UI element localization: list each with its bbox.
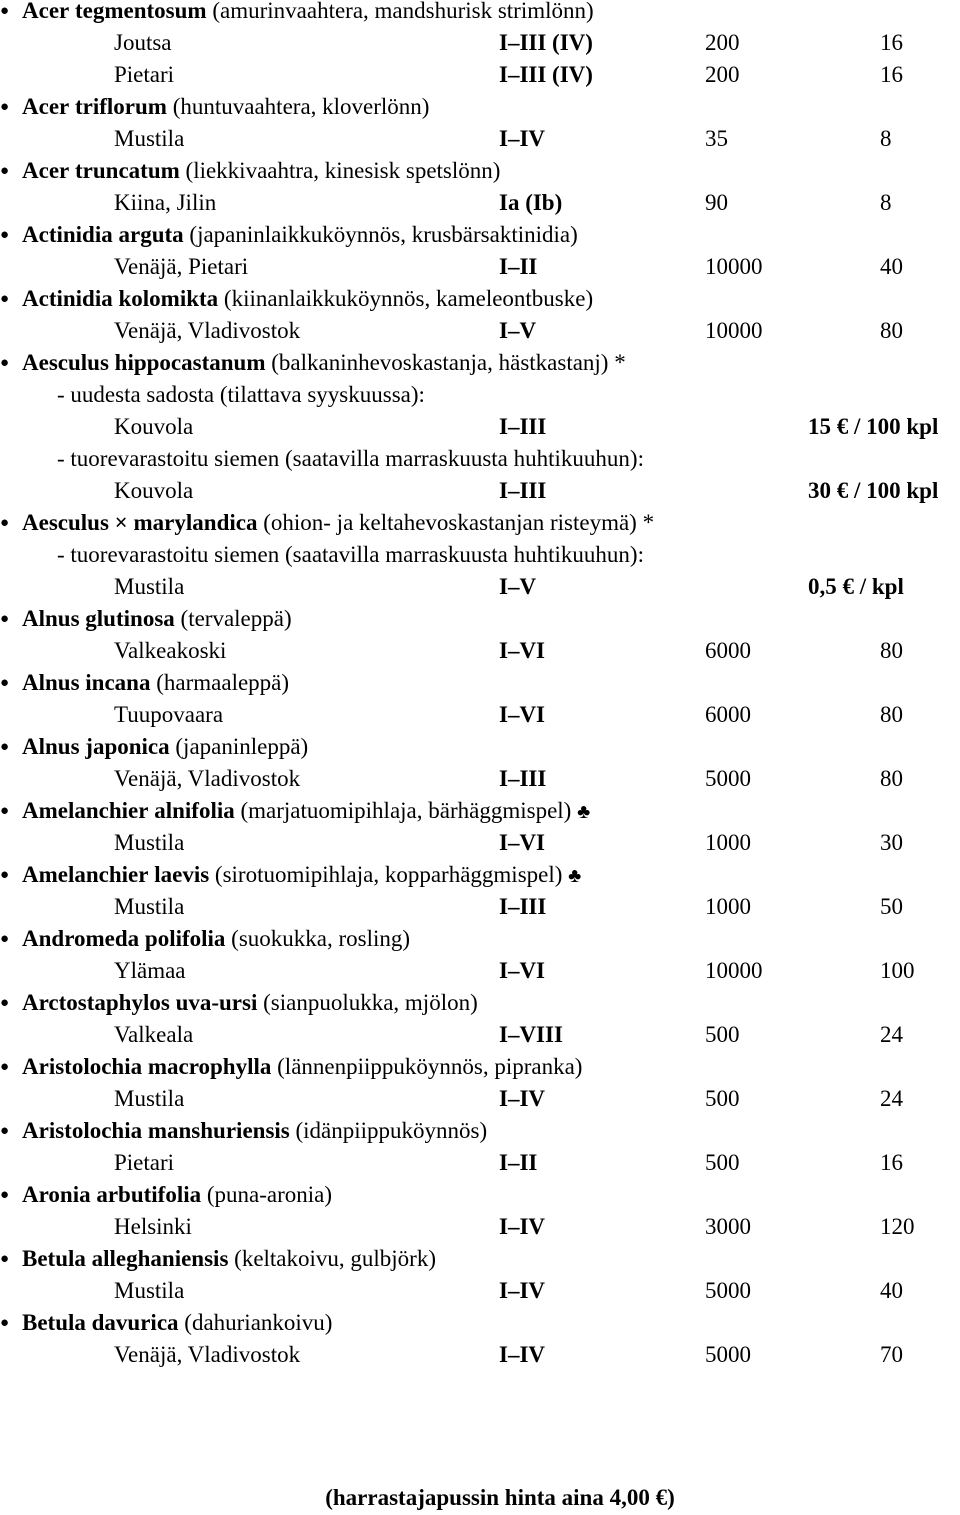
- origin-location: Mustila: [114, 574, 185, 599]
- hardiness-zone: I–V: [499, 318, 537, 343]
- species-heading: [0, 347, 960, 379]
- species-name: [22, 731, 308, 763]
- seed-count: 5000: [705, 1278, 751, 1303]
- catalog-row: [0, 59, 960, 91]
- hardiness-zone: I–IV: [499, 1086, 546, 1111]
- genus-name: Aesculus: [22, 350, 109, 375]
- seed-count: 35: [705, 126, 728, 151]
- catalog-row: [0, 251, 960, 283]
- common-names: (idänpiippuköynnös): [289, 1118, 488, 1143]
- seed-count: 500: [705, 1086, 740, 1111]
- seed-count: 10000: [705, 958, 763, 983]
- bullet-icon: ●: [0, 1059, 10, 1075]
- species-epithet: arguta: [118, 222, 184, 247]
- genus-name: Actinidia: [22, 286, 113, 311]
- species-epithet: glutinosa: [85, 606, 175, 631]
- catalog-row: [0, 1275, 960, 1307]
- common-names: (dahuriankoivu): [178, 1310, 333, 1335]
- seed-count: 6000: [705, 638, 751, 663]
- bullet-icon: ●: [0, 675, 10, 691]
- hardiness-zone: I–VI: [499, 830, 546, 855]
- common-names: (balkaninhevoskastanja, hästkastanj) *: [265, 350, 626, 375]
- hardiness-zone: I–II: [499, 1150, 538, 1175]
- species-name: [22, 0, 594, 27]
- species-heading: [0, 1179, 960, 1211]
- origin-location: Kiina, Jilin: [114, 190, 217, 215]
- origin-location: Mustila: [114, 1086, 185, 1111]
- common-names: (sirotuomipihlaja, kopparhäggmispel): [209, 862, 569, 887]
- catalog-row: [0, 411, 960, 443]
- unit-price: 0,5 € / kpl: [808, 574, 904, 599]
- species-heading: [0, 667, 960, 699]
- species-heading: [0, 795, 960, 827]
- bullet-icon: ●: [0, 3, 10, 19]
- seed-count: 500: [705, 1150, 740, 1175]
- species-epithet: polifolia: [144, 926, 226, 951]
- common-names: (amurinvaahtera, mandshurisk strimlönn): [206, 0, 594, 23]
- catalog-row: [0, 891, 960, 923]
- common-names: (liekkivaahtra, kinesisk spetslönn): [179, 158, 501, 183]
- species-heading: [0, 1115, 960, 1147]
- seed-count: 10000: [705, 318, 763, 343]
- price-value: 8: [880, 190, 892, 215]
- genus-name: Acer: [22, 0, 70, 23]
- species-epithet: davurica: [91, 1310, 179, 1335]
- seed-count: 1000: [705, 894, 751, 919]
- hardiness-zone: I–III (IV): [499, 30, 593, 55]
- catalog-row: [0, 123, 960, 155]
- species-epithet: alnifolia: [154, 798, 235, 823]
- species-name: [22, 987, 478, 1019]
- species-epithet: truncatum: [75, 158, 180, 183]
- hardiness-zone: I–IV: [499, 1342, 546, 1367]
- hardiness-zone: I–III: [499, 894, 547, 919]
- hardiness-zone: I–VI: [499, 958, 546, 983]
- species-epithet: japonica: [85, 734, 170, 759]
- price-value: 80: [880, 766, 903, 791]
- price-value: 100: [880, 958, 915, 983]
- genus-name: Amelanchier: [22, 798, 149, 823]
- common-names: (japaninleppä): [169, 734, 309, 759]
- genus-name: Aesculus: [22, 510, 109, 535]
- species-heading: [0, 1051, 960, 1083]
- species-epithet: arbutifolia: [96, 1182, 202, 1207]
- genus-name: Acer: [22, 158, 70, 183]
- hardiness-zone: I–VI: [499, 638, 546, 663]
- genus-name: Alnus: [22, 670, 80, 695]
- bullet-icon: ●: [0, 995, 10, 1011]
- genus-name: Acer: [22, 94, 70, 119]
- common-names: (sianpuolukka, mjölon): [257, 990, 478, 1015]
- origin-location: Ylämaa: [114, 958, 186, 983]
- hardiness-zone: I–II: [499, 254, 538, 279]
- unit-price: 30 € / 100 kpl: [808, 478, 939, 503]
- catalog-row: [0, 827, 960, 859]
- price-value: 8: [880, 126, 892, 151]
- species-heading: [0, 0, 960, 27]
- species-heading: [0, 731, 960, 763]
- origin-location: Kouvola: [114, 414, 194, 439]
- origin-location: Mustila: [114, 126, 185, 151]
- species-epithet: manshuriensis: [147, 1118, 290, 1143]
- species-heading: [0, 859, 960, 891]
- common-names: (puna-aronia): [201, 1182, 333, 1207]
- common-names: (suokukka, rosling): [225, 926, 411, 951]
- common-names: (lännenpiippuköynnös, pipranka): [271, 1054, 583, 1079]
- price-value: 80: [880, 702, 903, 727]
- species-epithet: kolomikta: [118, 286, 219, 311]
- species-heading: [0, 219, 960, 251]
- origin-location: Helsinki: [114, 1214, 192, 1239]
- genus-name: Betula: [22, 1246, 86, 1271]
- species-name: [22, 91, 429, 123]
- species-name: [22, 1179, 332, 1211]
- origin-location: Pietari: [114, 1150, 175, 1175]
- seed-count: 90: [705, 190, 728, 215]
- species-epithet: laevis: [154, 862, 210, 887]
- catalog-row: [0, 187, 960, 219]
- catalog-row: [0, 315, 960, 347]
- species-name: [22, 1051, 582, 1083]
- common-names: (ohion- ja keltahevoskastanjan risteymä) *: [257, 510, 655, 535]
- origin-location: Joutsa: [114, 30, 172, 55]
- bullet-icon: ●: [0, 611, 10, 627]
- seed-count: 6000: [705, 702, 751, 727]
- seed-note: - uudesta sadosta (tilattava syyskuussa):: [57, 382, 425, 407]
- genus-name: Alnus: [22, 734, 80, 759]
- bullet-icon: ●: [0, 291, 10, 307]
- catalog-row: [0, 27, 960, 59]
- price-value: 70: [880, 1342, 903, 1367]
- hardiness-zone: I–VIII: [499, 1022, 563, 1047]
- genus-name: Aristolochia: [22, 1054, 143, 1079]
- species-epithet: hippocastanum: [114, 350, 266, 375]
- catalog-row: [0, 475, 960, 507]
- genus-name: Arctostaphylos: [22, 990, 170, 1015]
- species-heading: [0, 1243, 960, 1275]
- seed-count: 5000: [705, 1342, 751, 1367]
- species-name: [22, 795, 590, 828]
- hardiness-zone: I–V: [499, 574, 537, 599]
- club-icon: ♣: [568, 865, 582, 887]
- bullet-icon: ●: [0, 803, 10, 819]
- common-names: (tervaleppä): [174, 606, 292, 631]
- common-names: (japaninlaikkuköynnös, krusbärsaktinidia): [183, 222, 578, 247]
- species-epithet: macrophylla: [147, 1054, 272, 1079]
- genus-name: Aristolochia: [22, 1118, 143, 1143]
- species-epithet: marylandica: [133, 510, 258, 535]
- bullet-icon: ●: [0, 931, 10, 947]
- catalog-row: [0, 1083, 960, 1115]
- price-value: 120: [880, 1214, 915, 1239]
- species-name: [22, 1243, 436, 1275]
- catalog-row: [0, 1147, 960, 1179]
- origin-location: Mustila: [114, 830, 185, 855]
- price-value: 24: [880, 1086, 903, 1111]
- price-value: 50: [880, 894, 903, 919]
- bullet-icon: ●: [0, 163, 10, 179]
- hardiness-zone: I–III (IV): [499, 62, 593, 87]
- seed-count: 200: [705, 30, 740, 55]
- common-names: (marjatuomipihlaja, bärhäggmispel): [234, 798, 578, 823]
- seed-note: - tuorevarastoitu siemen (saatavilla marraskuusta huhtikuuhun):: [57, 542, 644, 567]
- seed-count: 500: [705, 1022, 740, 1047]
- origin-location: Tuupovaara: [114, 702, 224, 727]
- price-value: 16: [880, 1150, 903, 1175]
- common-names: (kiinanlaikkuköynnös, kameleontbuske): [218, 286, 594, 311]
- species-heading: [0, 987, 960, 1019]
- hardiness-zone: I–IV: [499, 1278, 546, 1303]
- species-name: [22, 347, 626, 379]
- species-name: [22, 283, 593, 315]
- species-heading: [0, 603, 960, 635]
- seed-count: 10000: [705, 254, 763, 279]
- genus-name: Amelanchier: [22, 862, 149, 887]
- species-name: [22, 1307, 332, 1339]
- bullet-icon: ●: [0, 1187, 10, 1203]
- price-value: 80: [880, 638, 903, 663]
- catalog-row: [0, 763, 960, 795]
- species-heading: [0, 507, 960, 539]
- bullet-icon: ●: [0, 515, 10, 531]
- hardiness-zone: I–VI: [499, 702, 546, 727]
- bullet-icon: ●: [0, 1315, 10, 1331]
- species-name: [22, 859, 581, 892]
- species-heading: [0, 923, 960, 955]
- seed-count: 3000: [705, 1214, 751, 1239]
- catalog-row: [0, 955, 960, 987]
- genus-name: Andromeda: [22, 926, 140, 951]
- bullet-icon: ●: [0, 1123, 10, 1139]
- bullet-icon: ●: [0, 1251, 10, 1267]
- species-name: [22, 507, 654, 539]
- seed-count: 200: [705, 62, 740, 87]
- origin-location: Venäjä, Vladivostok: [114, 1342, 301, 1367]
- origin-location: Mustila: [114, 1278, 185, 1303]
- genus-name: Betula: [22, 1310, 86, 1335]
- species-epithet: triflorum: [75, 94, 167, 119]
- common-names: (harmaaleppä): [150, 670, 290, 695]
- catalog-row: [0, 635, 960, 667]
- catalog-row: [0, 1211, 960, 1243]
- hardiness-zone: I–III: [499, 478, 547, 503]
- origin-location: Kouvola: [114, 478, 194, 503]
- species-name: [22, 923, 410, 955]
- species-heading: [0, 1307, 960, 1339]
- seed-count: 1000: [705, 830, 751, 855]
- bullet-icon: ●: [0, 867, 10, 883]
- species-name: [22, 219, 578, 251]
- origin-location: Venäjä, Vladivostok: [114, 766, 301, 791]
- species-epithet: alleghaniensis: [91, 1246, 229, 1271]
- genus-name: Actinidia: [22, 222, 113, 247]
- species-name: [22, 603, 292, 635]
- species-epithet: uva-ursi: [175, 990, 258, 1015]
- origin-location: Venäjä, Pietari: [114, 254, 249, 279]
- species-heading: [0, 155, 960, 187]
- hardiness-zone: I–III: [499, 766, 547, 791]
- species-epithet: tegmentosum: [75, 0, 207, 23]
- catalog-row: [0, 571, 960, 603]
- origin-location: Valkeala: [114, 1022, 194, 1047]
- catalog-row: [0, 699, 960, 731]
- bullet-icon: ●: [0, 355, 10, 371]
- origin-location: Valkeakoski: [114, 638, 227, 663]
- common-names: (huntuvaahtera, kloverlönn): [166, 94, 430, 119]
- bullet-icon: ●: [0, 227, 10, 243]
- price-value: 30: [880, 830, 903, 855]
- price-value: 40: [880, 1278, 903, 1303]
- catalog-row: [0, 1019, 960, 1051]
- origin-location: Pietari: [114, 62, 175, 87]
- seed-count: 5000: [705, 766, 751, 791]
- origin-location: Venäjä, Vladivostok: [114, 318, 301, 343]
- unit-price: 15 € / 100 kpl: [808, 414, 939, 439]
- species-heading: [0, 91, 960, 123]
- price-value: 40: [880, 254, 903, 279]
- genus-name: Aronia: [22, 1182, 91, 1207]
- origin-location: Mustila: [114, 894, 185, 919]
- price-value: 80: [880, 318, 903, 343]
- species-heading: [0, 283, 960, 315]
- hardiness-zone: Ia (Ib): [499, 190, 563, 215]
- seed-note: - tuorevarastoitu siemen (saatavilla marraskuusta huhtikuuhun):: [57, 446, 644, 471]
- price-value: 16: [880, 30, 903, 55]
- packet-price-footer: (harrastajapussin hinta aina 4,00 €): [325, 1485, 675, 1510]
- genus-name: Alnus: [22, 606, 80, 631]
- species-name: [22, 155, 500, 187]
- price-value: 24: [880, 1022, 903, 1047]
- species-name: [22, 667, 289, 699]
- club-icon: ♣: [577, 801, 591, 823]
- species-name: [22, 1115, 487, 1147]
- common-names: (keltakoivu, gulbjörk): [228, 1246, 437, 1271]
- hardiness-zone: I–IV: [499, 126, 546, 151]
- hybrid-cross-icon: ×: [108, 510, 134, 535]
- price-value: 16: [880, 62, 903, 87]
- bullet-icon: ●: [0, 99, 10, 115]
- bullet-icon: ●: [0, 739, 10, 755]
- catalog-row: [0, 1339, 960, 1371]
- species-epithet: incana: [85, 670, 151, 695]
- hardiness-zone: I–IV: [499, 1214, 546, 1239]
- hardiness-zone: I–III: [499, 414, 547, 439]
